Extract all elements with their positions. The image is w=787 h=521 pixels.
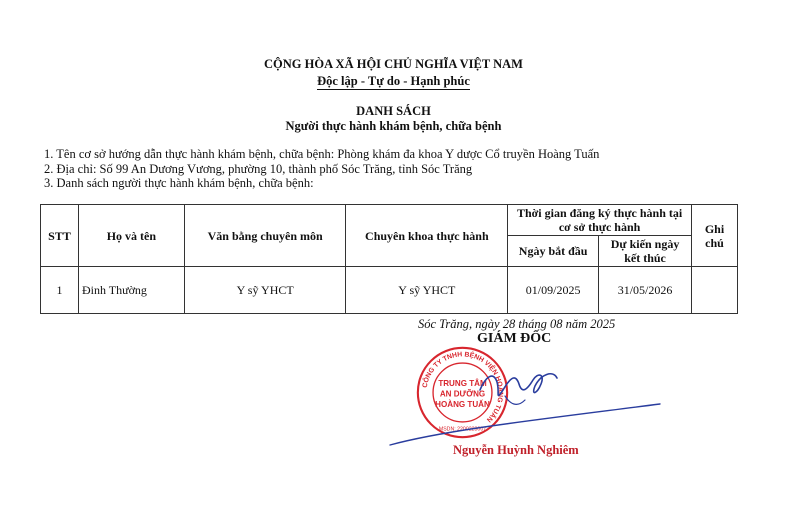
cell-end-date: 31/05/2026 xyxy=(599,267,692,314)
header-stt: STT xyxy=(41,205,79,267)
cell-stt: 1 xyxy=(41,267,79,314)
header-end-date: Dự kiến ngày kết thúc xyxy=(599,236,692,267)
table-row xyxy=(41,267,738,314)
stamp-center-line-1: TRUNG TÂM xyxy=(438,378,487,388)
header-note: Ghi chú xyxy=(692,205,738,267)
signer-name: Nguyễn Huỳnh Nghiêm xyxy=(453,443,579,457)
place-date: Sóc Trăng, ngày 28 tháng 08 năm 2025 xyxy=(418,317,616,331)
document-title: DANH SÁCH xyxy=(356,104,431,118)
cell-degree: Y sỹ YHCT xyxy=(184,267,346,314)
info-line-address: 2. Địa chỉ: Số 99 An Dương Vương, phường 10, thành phố Sóc Trăng, tỉnh Sóc Trăng xyxy=(44,162,473,176)
header-name: Họ và tên xyxy=(78,205,184,267)
stamp-ring-text: CÔNG TY TNHH BỆNH VIỆN HOÀNG TUẤN xyxy=(421,351,504,424)
cell-start-date: 01/09/2025 xyxy=(508,267,599,314)
header-start-date: Ngày bắt đầu xyxy=(508,236,599,267)
handwritten-signature xyxy=(385,360,665,450)
header-period: Thời gian đăng ký thực hành tại cơ sở thực hành xyxy=(508,205,692,236)
info-line-list: 3. Danh sách người thực hành khám bệnh, chữa bệnh: xyxy=(44,176,314,190)
cell-note xyxy=(692,267,738,314)
header-specialty: Chuyên khoa thực hành xyxy=(346,205,508,267)
stamp-tax-code: MSDN: 2200223007 xyxy=(438,426,487,433)
practitioner-table xyxy=(40,204,738,314)
cell-name: Đinh Thường xyxy=(78,267,184,314)
signer-position: GIÁM ĐỐC xyxy=(477,331,552,346)
motto-text: Độc lập - Tự do - Hạnh phúc xyxy=(317,74,470,88)
stamp-center-line-3: HOÀNG TUẤN xyxy=(435,399,490,409)
national-title: CỘNG HÒA XÃ HỘI CHỦ NGHĨA VIỆT NAM xyxy=(264,57,523,71)
header-degree: Văn bằng chuyên môn xyxy=(184,205,346,267)
cell-specialty: Y sỹ YHCT xyxy=(346,267,508,314)
info-line-facility: 1. Tên cơ sở hướng dẫn thực hành khám bệnh, chữa bệnh: Phòng khám đa khoa Y dược Cổ truyền Hoàng Tuấn xyxy=(44,147,600,161)
document-subtitle: Người thực hành khám bệnh, chữa bệnh xyxy=(285,119,502,133)
motto xyxy=(0,74,787,89)
stamp-center-line-2: AN DƯỠNG xyxy=(439,389,486,399)
